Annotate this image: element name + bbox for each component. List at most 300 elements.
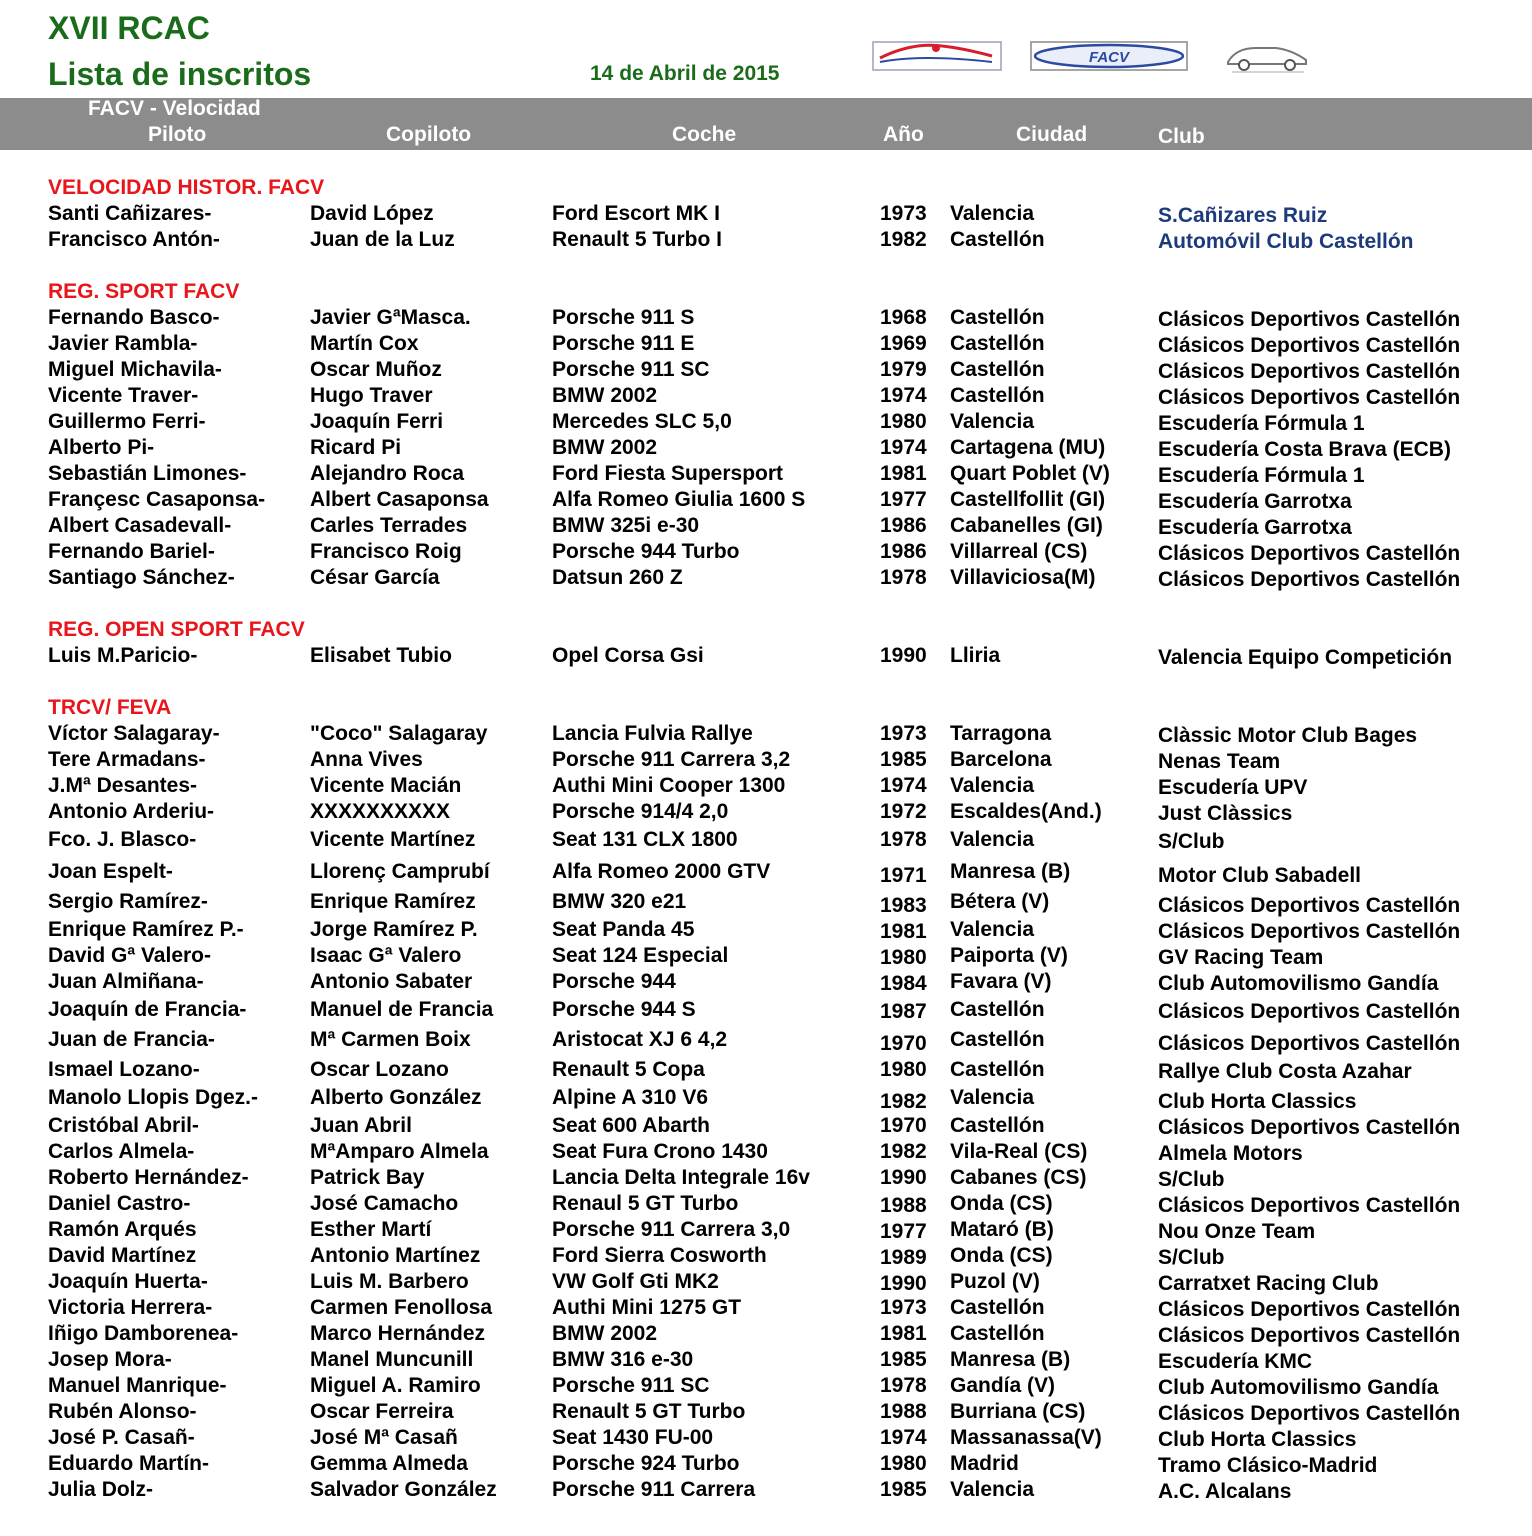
coche: Mercedes SLC 5,0 <box>552 410 732 433</box>
coche: Authi Mini 1275 GT <box>552 1296 742 1319</box>
copiloto: José Camacho <box>310 1192 459 1215</box>
copiloto: Antonio Sabater <box>310 970 473 993</box>
table-row <box>0 722 1532 748</box>
piloto: Santi Cañizares- <box>48 202 212 225</box>
piloto: Alberto Pi- <box>48 436 155 459</box>
copiloto: Carmen Fenollosa <box>310 1296 493 1319</box>
copiloto: Jorge Ramírez P. <box>310 918 478 941</box>
table-row <box>0 1478 1532 1504</box>
ciudad: Burriana (CS) <box>950 1400 1086 1423</box>
copiloto: Luis M. Barbero <box>310 1270 469 1293</box>
coche: Seat 1430 FU-00 <box>552 1426 714 1449</box>
anio: 1974 <box>880 774 927 797</box>
ciudad: Castellón <box>950 332 1045 355</box>
copiloto: Alejandro Roca <box>310 462 465 485</box>
club: Club Automovilismo Gandía <box>1158 972 1439 995</box>
club: Clásicos Deportivos Castellón <box>1158 1032 1461 1055</box>
header-ciudad: Ciudad <box>1016 123 1088 146</box>
copiloto: Patrick Bay <box>310 1166 425 1189</box>
piloto: Joan Espelt- <box>48 860 173 883</box>
table-row <box>0 970 1532 996</box>
anio: 1977 <box>880 488 927 511</box>
anio: 1973 <box>880 722 927 745</box>
ciudad: Castellón <box>950 306 1045 329</box>
table-row <box>0 1348 1532 1374</box>
table-row <box>0 384 1532 410</box>
coche: Opel Corsa Gsi <box>552 644 704 667</box>
anio: 1986 <box>880 540 927 563</box>
coche: Seat Panda 45 <box>552 918 695 941</box>
anio: 1990 <box>880 1272 927 1295</box>
table-row <box>0 828 1532 854</box>
section-title: REG. OPEN SPORT FACV <box>48 618 305 641</box>
table-row <box>0 514 1532 540</box>
table-row <box>0 1400 1532 1426</box>
piloto: Sebastián Limones- <box>48 462 247 485</box>
ciudad: Castellón <box>950 384 1045 407</box>
coche: Aristocat XJ 6 4,2 <box>552 1028 728 1051</box>
table-row <box>0 1058 1532 1084</box>
copiloto: Oscar Muñoz <box>310 358 442 381</box>
table-row <box>0 1218 1532 1244</box>
ciudad: Castellón <box>950 1028 1045 1051</box>
coche: Authi Mini Cooper 1300 <box>552 774 786 797</box>
ciudad: Onda (CS) <box>950 1192 1053 1215</box>
copiloto: Alberto González <box>310 1086 482 1109</box>
section-title: TRCV/ FEVA <box>48 696 172 719</box>
piloto: Julia Dolz- <box>48 1478 154 1501</box>
piloto: Cristóbal Abril- <box>48 1114 199 1137</box>
ciudad: Valencia <box>950 202 1035 225</box>
piloto: Víctor Salagaray- <box>48 722 220 745</box>
coche: Porsche 911 Carrera 3,0 <box>552 1218 791 1241</box>
table-row <box>0 1426 1532 1452</box>
ciudad: Villarreal (CS) <box>950 540 1088 563</box>
piloto: Guillermo Ferri- <box>48 410 206 433</box>
coche: Porsche 944 Turbo <box>552 540 740 563</box>
table-row <box>0 1140 1532 1166</box>
table-row <box>0 228 1532 254</box>
copiloto: José Mª Casañ <box>310 1426 458 1449</box>
piloto: Juan de Francia- <box>48 1028 215 1051</box>
table-row <box>0 358 1532 384</box>
anio: 1990 <box>880 1166 927 1189</box>
coche: Lancia Delta Integrale 16v <box>552 1166 810 1189</box>
ciudad: Valencia <box>950 774 1035 797</box>
coche: BMW 320 e21 <box>552 890 687 913</box>
coche: Porsche 911 Carrera <box>552 1478 756 1501</box>
club: Clásicos Deportivos Castellón <box>1158 1194 1461 1217</box>
club: Tramo Clásico-Madrid <box>1158 1454 1378 1477</box>
club: Clásicos Deportivos Castellón <box>1158 894 1461 917</box>
piloto: Enrique Ramírez P.- <box>48 918 244 941</box>
piloto: Antonio Arderiu- <box>48 800 215 823</box>
coche: Ford Fiesta Supersport <box>552 462 784 485</box>
piloto: Françesc Casaponsa- <box>48 488 266 511</box>
club: Clásicos Deportivos Castellón <box>1158 1324 1461 1347</box>
header-anio: Año <box>883 123 924 146</box>
anio: 1983 <box>880 894 927 917</box>
copiloto: Antonio Martínez <box>310 1244 481 1267</box>
anio: 1982 <box>880 1140 927 1163</box>
coche: Alpine A 310 V6 <box>552 1086 709 1109</box>
coche: Renault 5 Copa <box>552 1058 705 1081</box>
anio: 1985 <box>880 748 927 771</box>
copiloto: Mª Carmen Boix <box>310 1028 471 1051</box>
club: Clásicos Deportivos Castellón <box>1158 1298 1461 1321</box>
table-row <box>0 488 1532 514</box>
copiloto: Juan de la Luz <box>310 228 455 251</box>
piloto: Josep Mora- <box>48 1348 172 1371</box>
header-club: Club <box>1158 125 1205 148</box>
ciudad: Lliria <box>950 644 1001 667</box>
club: Escudería KMC <box>1158 1350 1313 1373</box>
copiloto: Isaac Gª Valero <box>310 944 462 967</box>
table-row <box>0 1452 1532 1478</box>
coche: Porsche 911 SC <box>552 1374 710 1397</box>
piloto: Ramón Arqués <box>48 1218 197 1241</box>
copiloto: Oscar Lozano <box>310 1058 449 1081</box>
club: Just Clàssics <box>1158 802 1293 825</box>
anio: 1988 <box>880 1194 927 1217</box>
ciudad: Cabanes (CS) <box>950 1166 1087 1189</box>
club: Motor Club Sabadell <box>1158 864 1362 887</box>
club: Clásicos Deportivos Castellón <box>1158 1402 1461 1425</box>
anio: 1977 <box>880 1220 927 1243</box>
table-row <box>0 1114 1532 1140</box>
list-title: Lista de inscritos <box>48 56 312 92</box>
coche: VW Golf Gti MK2 <box>552 1270 719 1293</box>
copiloto: Vicente Martínez <box>310 828 476 851</box>
anio: 1971 <box>880 864 927 887</box>
table-row <box>0 860 1532 886</box>
piloto: Miguel Michavila- <box>48 358 222 381</box>
ciudad: Paiporta (V) <box>950 944 1068 967</box>
ciudad: Valencia <box>950 410 1035 433</box>
ciudad: Onda (CS) <box>950 1244 1053 1267</box>
club: S/Club <box>1158 1246 1225 1269</box>
copiloto: Francisco Roig <box>310 540 462 563</box>
piloto: Daniel Castro- <box>48 1192 191 1215</box>
coche: BMW 325i e-30 <box>552 514 700 537</box>
table-row <box>0 462 1532 488</box>
anio: 1972 <box>880 800 927 823</box>
club: Clásicos Deportivos Castellón <box>1158 568 1461 591</box>
table-row <box>0 410 1532 436</box>
piloto: Joaquín Huerta- <box>48 1270 208 1293</box>
ciudad: Valencia <box>950 1478 1035 1501</box>
anio: 1974 <box>880 1426 927 1449</box>
ciudad: Gandía (V) <box>950 1374 1056 1397</box>
table-row <box>0 436 1532 462</box>
ciudad: Bétera (V) <box>950 890 1050 913</box>
table-row <box>0 306 1532 332</box>
anio: 1980 <box>880 410 927 433</box>
table-row <box>0 540 1532 566</box>
coche: Ford Escort MK I <box>552 202 721 225</box>
copiloto: XXXXXXXXXX <box>310 800 451 823</box>
club: Escudería Garrotxa <box>1158 490 1352 513</box>
coche: Porsche 911 E <box>552 332 695 355</box>
ciudad: Valencia <box>950 1086 1035 1109</box>
anio: 1970 <box>880 1032 927 1055</box>
club: Clásicos Deportivos Castellón <box>1158 920 1461 943</box>
date-label: 14 de Abril de 2015 <box>590 62 780 85</box>
piloto: Manolo Llopis Dgez.- <box>48 1086 258 1109</box>
coche: Porsche 944 S <box>552 998 696 1021</box>
copiloto: Anna Vives <box>310 748 423 771</box>
table-row <box>0 890 1532 916</box>
club: Nou Onze Team <box>1158 1220 1316 1243</box>
table-row <box>0 1296 1532 1322</box>
classic-car-logo <box>1222 36 1314 76</box>
section-title: VELOCIDAD HISTOR. FACV <box>48 176 325 199</box>
anio: 1981 <box>880 1322 927 1345</box>
copiloto: Enrique Ramírez <box>310 890 476 913</box>
piloto: David Martínez <box>48 1244 197 1267</box>
club: Clásicos Deportivos Castellón <box>1158 386 1461 409</box>
header-copiloto: Copiloto <box>386 123 472 146</box>
club: Escudería Costa Brava (ECB) <box>1158 438 1451 461</box>
copiloto: Carles Terrades <box>310 514 468 537</box>
anio: 1988 <box>880 1400 927 1423</box>
table-row <box>0 644 1532 670</box>
club: Escudería Garrotxa <box>1158 516 1352 539</box>
piloto: Iñigo Damborenea- <box>48 1322 239 1345</box>
coche: Porsche 911 S <box>552 306 695 329</box>
club: Club Horta Classics <box>1158 1428 1357 1451</box>
coche: Porsche 914/4 2,0 <box>552 800 729 823</box>
ciudad: Castellón <box>950 1058 1045 1081</box>
table-row <box>0 1166 1532 1192</box>
club: S.Cañizares Ruiz <box>1158 204 1328 227</box>
club: Club Horta Classics <box>1158 1090 1357 1113</box>
piloto: J.Mª Desantes- <box>48 774 197 797</box>
coche: Seat Fura Crono 1430 <box>552 1140 768 1163</box>
piloto: Francisco Antón- <box>48 228 220 251</box>
ciudad: Castellfollit (GI) <box>950 488 1106 511</box>
piloto: Joaquín de Francia- <box>48 998 247 1021</box>
club: Clàssic Motor Club Bages <box>1158 724 1418 747</box>
club: Rallye Club Costa Azahar <box>1158 1060 1412 1083</box>
anio: 1973 <box>880 202 927 225</box>
ciudad: Valencia <box>950 918 1035 941</box>
anio: 1987 <box>880 1000 927 1023</box>
event-title: XVII RCAC <box>48 10 210 46</box>
copiloto: Ricard Pi <box>310 436 402 459</box>
anio: 1970 <box>880 1114 927 1137</box>
anio: 1978 <box>880 566 927 589</box>
table-row <box>0 1322 1532 1348</box>
piloto: Manuel Manrique- <box>48 1374 227 1397</box>
table-row <box>0 202 1532 228</box>
coche: Renault 5 Turbo I <box>552 228 722 251</box>
coche: Renault 5 GT Turbo <box>552 1400 746 1423</box>
club: Escudería UPV <box>1158 776 1308 799</box>
club: Carratxet Racing Club <box>1158 1272 1379 1295</box>
piloto: Santiago Sánchez- <box>48 566 235 589</box>
anio: 1986 <box>880 514 927 537</box>
anio: 1981 <box>880 462 927 485</box>
ciudad: Vila-Real (CS) <box>950 1140 1088 1163</box>
copiloto: Llorenç Camprubí <box>310 860 490 883</box>
table-row <box>0 944 1532 970</box>
ciudad: Madrid <box>950 1452 1019 1475</box>
table-row <box>0 1270 1532 1296</box>
club: S/Club <box>1158 1168 1225 1191</box>
piloto: Vicente Traver- <box>48 384 199 407</box>
coche: Renaul 5 GT Turbo <box>552 1192 739 1215</box>
coche: Porsche 944 <box>552 970 676 993</box>
coche: Alfa Romeo 2000 GTV <box>552 860 771 883</box>
anio: 1982 <box>880 1090 927 1113</box>
anio: 1981 <box>880 920 927 943</box>
coche: Porsche 924 Turbo <box>552 1452 740 1475</box>
club: Clásicos Deportivos Castellón <box>1158 542 1461 565</box>
piloto: Victoria Herrera- <box>48 1296 213 1319</box>
club: Escudería Fórmula 1 <box>1158 464 1365 487</box>
club: Automóvil Club Castellón <box>1158 230 1414 253</box>
anio: 1978 <box>880 828 927 851</box>
anio: 1978 <box>880 1374 927 1397</box>
header-coche: Coche <box>672 123 737 146</box>
club: A.C. Alcalans <box>1158 1480 1292 1503</box>
table-row <box>0 748 1532 774</box>
ciudad: Favara (V) <box>950 970 1052 993</box>
copiloto: Martín Cox <box>310 332 419 355</box>
anio: 1989 <box>880 1246 927 1269</box>
coche: Datsun 260 Z <box>552 566 683 589</box>
copiloto: Javier GªMasca. <box>310 306 471 329</box>
table-row <box>0 1244 1532 1270</box>
anio: 1973 <box>880 1296 927 1319</box>
ciudad: Valencia <box>950 828 1035 851</box>
piloto: Roberto Hernández- <box>48 1166 249 1189</box>
club: GV Racing Team <box>1158 946 1324 969</box>
copiloto: David López <box>310 202 434 225</box>
piloto: Javier Rambla- <box>48 332 198 355</box>
ciudad: Cabanelles (GI) <box>950 514 1103 537</box>
coche: Seat 124 Especial <box>552 944 729 967</box>
ciudad: Massanassa(V) <box>950 1426 1102 1449</box>
coche: Alfa Romeo Giulia 1600 S <box>552 488 806 511</box>
anio: 1974 <box>880 436 927 459</box>
ciudad: Castellón <box>950 358 1045 381</box>
coche: BMW 316 e-30 <box>552 1348 694 1371</box>
piloto: Ismael Lozano- <box>48 1058 200 1081</box>
ciudad: Barcelona <box>950 748 1052 771</box>
club: Clásicos Deportivos Castellón <box>1158 308 1461 331</box>
ciudad: Castellón <box>950 228 1045 251</box>
ciudad: Castellón <box>950 1114 1045 1137</box>
table-row <box>0 566 1532 592</box>
anio: 1980 <box>880 1058 927 1081</box>
coche: Seat 131 CLX 1800 <box>552 828 738 851</box>
club: Nenas Team <box>1158 750 1281 773</box>
table-row <box>0 1374 1532 1400</box>
ciudad: Quart Poblet (V) <box>950 462 1110 485</box>
copiloto: Salvador González <box>310 1478 497 1501</box>
copiloto: Juan Abril <box>310 1114 412 1137</box>
copiloto: Marco Hernández <box>310 1322 486 1345</box>
ciudad: Manresa (B) <box>950 1348 1071 1371</box>
anio: 1968 <box>880 306 927 329</box>
club: Clásicos Deportivos Castellón <box>1158 1116 1461 1139</box>
copiloto: Albert Casaponsa <box>310 488 489 511</box>
copiloto: Oscar Ferreira <box>310 1400 454 1423</box>
anio: 1974 <box>880 384 927 407</box>
anio: 1980 <box>880 946 927 969</box>
ciudad: Castellón <box>950 1322 1045 1345</box>
anio: 1984 <box>880 972 927 995</box>
coche: BMW 2002 <box>552 1322 658 1345</box>
table-row <box>0 1086 1532 1112</box>
ciudad: Castellón <box>950 1296 1045 1319</box>
ciudad: Tarragona <box>950 722 1052 745</box>
sponsor-logo-1 <box>872 36 1002 76</box>
piloto: Fernando Bariel- <box>48 540 215 563</box>
piloto: Sergio Ramírez- <box>48 890 208 913</box>
copiloto: Esther Martí <box>310 1218 432 1241</box>
category-label: FACV - Velocidad <box>88 97 261 120</box>
copiloto: Hugo Traver <box>310 384 433 407</box>
coche: Porsche 911 SC <box>552 358 710 381</box>
club: S/Club <box>1158 830 1225 853</box>
piloto: Tere Armadans- <box>48 748 206 771</box>
copiloto: César García <box>310 566 440 589</box>
copiloto: Miguel A. Ramiro <box>310 1374 481 1397</box>
ciudad: Villaviciosa(M) <box>950 566 1096 589</box>
table-row <box>0 800 1532 826</box>
coche: Seat 600 Abarth <box>552 1114 710 1137</box>
copiloto: Elisabet Tubio <box>310 644 452 667</box>
anio: 1979 <box>880 358 927 381</box>
piloto: Albert Casadevall- <box>48 514 232 537</box>
section-title: REG. SPORT FACV <box>48 280 240 303</box>
club: Escudería Fórmula 1 <box>1158 412 1365 435</box>
anio: 1985 <box>880 1478 927 1501</box>
coche: Porsche 911 Carrera 3,2 <box>552 748 791 771</box>
anio: 1990 <box>880 644 927 667</box>
copiloto: "Coco" Salagaray <box>310 722 488 745</box>
ciudad: Cartagena (MU) <box>950 436 1106 459</box>
ciudad: Escaldes(And.) <box>950 800 1102 823</box>
anio: 1982 <box>880 228 927 251</box>
piloto: Luis M.Paricio- <box>48 644 198 667</box>
facv-logo <box>1030 36 1188 76</box>
ciudad: Mataró (B) <box>950 1218 1054 1241</box>
coche: BMW 2002 <box>552 436 658 459</box>
svg-text:FACV: FACV <box>1088 49 1130 66</box>
club: Club Automovilismo Gandía <box>1158 1376 1439 1399</box>
table-row <box>0 918 1532 944</box>
ciudad: Puzol (V) <box>950 1270 1040 1293</box>
anio: 1969 <box>880 332 927 355</box>
piloto: David Gª Valero- <box>48 944 211 967</box>
piloto: Fco. J. Blasco- <box>48 828 197 851</box>
club: Clásicos Deportivos Castellón <box>1158 334 1461 357</box>
club: Valencia Equipo Competición <box>1158 646 1453 669</box>
coche: BMW 2002 <box>552 384 658 407</box>
piloto: José P. Casañ- <box>48 1426 195 1449</box>
table-row <box>0 1028 1532 1054</box>
ciudad: Manresa (B) <box>950 860 1071 883</box>
table-row <box>0 1192 1532 1218</box>
copiloto: Joaquín Ferri <box>310 410 444 433</box>
club: Clásicos Deportivos Castellón <box>1158 1000 1461 1023</box>
table-row <box>0 332 1532 358</box>
header-piloto: Piloto <box>148 123 207 146</box>
